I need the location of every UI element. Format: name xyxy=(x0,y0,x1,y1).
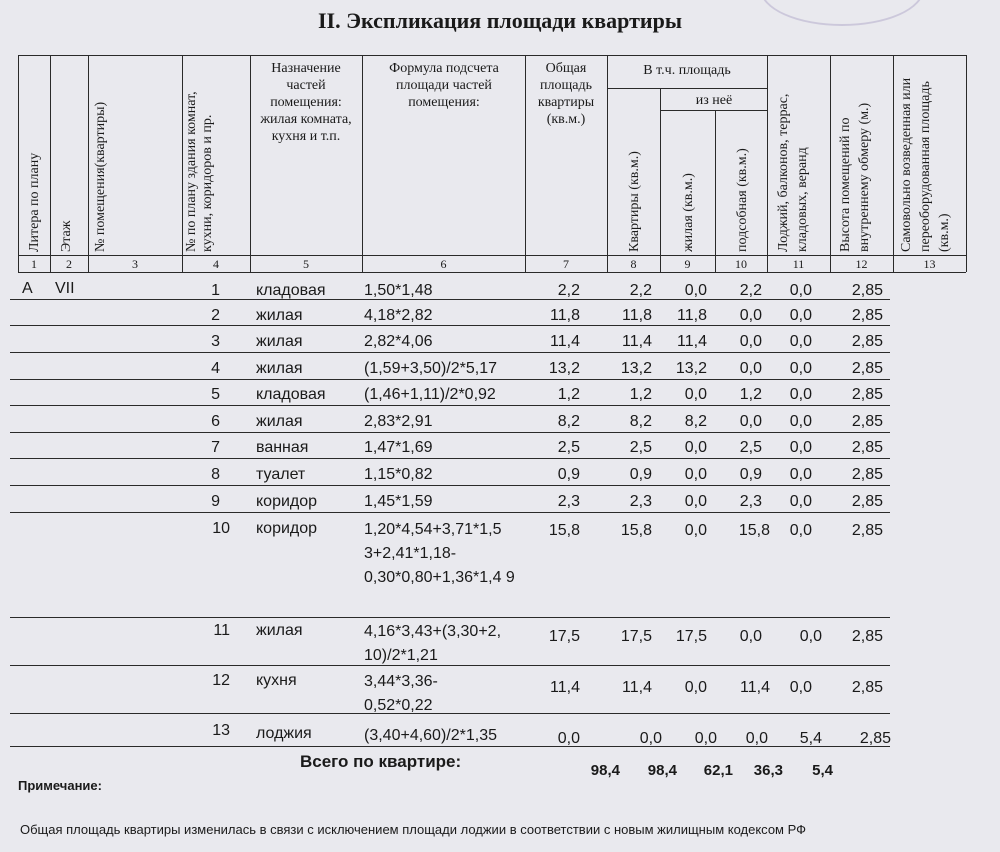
row-aux: 0,0 xyxy=(739,628,762,645)
row-purpose: жилая xyxy=(256,333,303,350)
row-number: 1 xyxy=(211,282,220,299)
row-separator xyxy=(10,405,890,406)
row-total: 0,0 xyxy=(557,730,580,747)
totals-total: 98,4 xyxy=(590,762,620,779)
row-formula: (1,46+1,11)/2*0,92 xyxy=(364,386,496,403)
header-apartment-area: Квартиры (кв.м.) xyxy=(627,151,642,252)
row-loggia: 0,0 xyxy=(789,413,812,430)
row-number: 11 xyxy=(213,622,230,639)
row-aux: 0,0 xyxy=(739,413,762,430)
row-number: 3 xyxy=(211,333,220,350)
row-total: 2,5 xyxy=(557,439,580,456)
row-separator xyxy=(10,512,890,513)
row-living: 0,0 xyxy=(684,386,707,403)
col-number: 1 xyxy=(31,257,37,271)
row-loggia: 5,4 xyxy=(799,730,822,747)
row-aux: 0,0 xyxy=(745,730,768,747)
row-living: 0,0 xyxy=(694,730,717,747)
subgroup-divider xyxy=(660,110,767,111)
row-living: 13,2 xyxy=(675,360,707,377)
row-separator xyxy=(10,458,890,459)
row-apartment: 1,2 xyxy=(629,386,652,403)
row-apartment: 8,2 xyxy=(629,413,652,430)
row-formula: 1,45*1,59 xyxy=(364,493,433,510)
row-height: 2,85 xyxy=(851,522,883,539)
row-separator xyxy=(10,379,890,380)
row-living: 11,8 xyxy=(677,307,707,324)
row-total: 1,2 xyxy=(557,386,580,403)
row-number: 13 xyxy=(212,722,230,739)
row-purpose: коридор xyxy=(256,493,318,510)
row-apartment: 11,4 xyxy=(622,333,652,350)
document-title: II. Экспликация площади квартиры xyxy=(317,8,683,33)
note-label: Примечание: xyxy=(18,778,102,793)
header-aux-area: подсобная (кв.м.) xyxy=(735,148,750,252)
col-number: 8 xyxy=(630,257,637,271)
row-formula: 1,20*4,54+3,71*1,5 3+2,41*1,18- 0,30*0,80+1,36*1,4 9 xyxy=(364,521,515,586)
row-number: 10 xyxy=(212,520,230,537)
row-aux: 0,0 xyxy=(739,307,762,324)
row-formula: 4,18*2,82 xyxy=(364,307,433,324)
row-height: 2,85 xyxy=(859,730,891,747)
row-loggia: 0,0 xyxy=(789,522,812,539)
row-number: 2 xyxy=(211,307,220,324)
row-living: 8,2 xyxy=(684,413,707,430)
header-height: Высота помещений по внутреннему обмеру (м.) xyxy=(838,102,872,252)
header-unauthorized-area: Самовольно возведенная или переоборудованная площадь (кв.м.) xyxy=(899,77,952,252)
row-formula: (3,40+4,60)/2*1,35 xyxy=(364,727,497,744)
totals-aux: 36,3 xyxy=(753,762,783,779)
row-formula: 4,16*3,43+(3,30+2, 10)/2*1,21 xyxy=(364,623,502,664)
row-number: 9 xyxy=(211,493,220,510)
row-total: 13,2 xyxy=(548,360,580,377)
header-total-area: Общая площадь квартиры (кв.м.) xyxy=(537,61,595,127)
col-border xyxy=(767,55,768,272)
col-border xyxy=(893,55,894,272)
header-bottom-border xyxy=(18,255,966,256)
col-number: 6 xyxy=(440,257,447,271)
col-border xyxy=(607,55,608,272)
row-height: 2,85 xyxy=(851,628,883,645)
col-number: 12 xyxy=(855,257,868,271)
row-formula: 2,82*4,06 xyxy=(364,333,433,350)
row-aux: 0,9 xyxy=(739,466,762,483)
col-border xyxy=(88,55,89,272)
header-plan-number: № по плану здания комнат, кухни, коридоров и пр. xyxy=(184,91,215,252)
row-height: 2,85 xyxy=(851,360,883,377)
table-top-border xyxy=(18,55,966,56)
row-aux: 11,4 xyxy=(740,679,770,696)
col-border xyxy=(50,55,51,272)
row-aux: 1,2 xyxy=(739,386,762,403)
col-number: 10 xyxy=(735,257,747,271)
row-number: 12 xyxy=(212,672,230,689)
row-aux: 15,8 xyxy=(738,522,770,539)
col-border xyxy=(182,55,183,272)
row-living: 0,0 xyxy=(684,282,707,299)
header-room-number: № помещения(квартиры) xyxy=(93,101,108,252)
row-loggia: 0,0 xyxy=(789,333,812,350)
row-loggia: 0,0 xyxy=(789,466,812,483)
row-apartment: 17,5 xyxy=(620,628,652,645)
header-incl-area: В т.ч. площадь xyxy=(643,63,731,78)
row-formula: 1,50*1,48 xyxy=(364,282,433,299)
row-loggia: 0,0 xyxy=(789,493,812,510)
totals-living: 62,1 xyxy=(703,762,733,779)
row-apartment: 2,3 xyxy=(629,493,652,510)
row-formula: 1,47*1,69 xyxy=(364,439,433,456)
group-divider xyxy=(607,88,767,89)
header-living-area: жилая (кв.м.) xyxy=(681,173,696,252)
row-purpose: жилая xyxy=(256,413,303,430)
row-total: 11,8 xyxy=(550,307,580,324)
row-height: 2,85 xyxy=(851,333,883,350)
row-total: 2,3 xyxy=(557,493,580,510)
row-total: 2,2 xyxy=(557,282,580,299)
row-living: 0,0 xyxy=(684,439,707,456)
row-purpose: лоджия xyxy=(256,725,312,742)
row-total: 15,8 xyxy=(548,522,580,539)
col-number: 11 xyxy=(792,257,805,271)
header-litera: Литера по плану xyxy=(27,152,42,252)
row-apartment: 11,8 xyxy=(622,307,652,324)
col-numbers-border xyxy=(18,272,966,273)
row-apartment: 2,5 xyxy=(629,439,652,456)
row-height: 2,85 xyxy=(851,413,883,430)
row-total: 17,5 xyxy=(548,628,580,645)
header-formula: Формула подсчета площади частей помещения: xyxy=(389,61,499,110)
floor-value: VII xyxy=(55,280,75,297)
row-number: 6 xyxy=(211,413,220,430)
header-loggias: Лоджий, балконов, террас, кладовых, веранд xyxy=(776,93,810,252)
row-separator xyxy=(10,432,890,433)
row-separator xyxy=(10,485,890,486)
row-height: 2,85 xyxy=(851,439,883,456)
col-number: 7 xyxy=(563,257,569,271)
row-total: 11,4 xyxy=(550,333,580,350)
row-living: 0,0 xyxy=(684,466,707,483)
row-number: 4 xyxy=(211,360,220,377)
col-border xyxy=(715,110,716,272)
row-purpose: туалет xyxy=(256,466,306,483)
header-of-which: из неё xyxy=(695,93,733,108)
row-total: 0,9 xyxy=(557,466,580,483)
row-loggia: 0,0 xyxy=(789,360,812,377)
row-purpose: жилая xyxy=(256,622,303,639)
row-formula: 1,15*0,82 xyxy=(364,466,433,483)
row-total: 8,2 xyxy=(557,413,580,430)
row-purpose: коридор xyxy=(256,520,318,537)
col-border xyxy=(525,55,526,272)
row-loggia: 0,0 xyxy=(789,282,812,299)
row-formula: 3,44*3,36- 0,52*0,22 xyxy=(364,673,438,714)
row-purpose: жилая xyxy=(256,307,303,324)
row-aux: 0,0 xyxy=(739,333,762,350)
col-number: 5 xyxy=(303,257,309,271)
row-living: 0,0 xyxy=(684,679,707,696)
row-number: 5 xyxy=(211,386,220,403)
row-total: 11,4 xyxy=(550,679,580,696)
note-text: Общая площадь квартиры изменилась в связи с исключением площади лоджии в соответствии с новым жилищным кодексом РФ xyxy=(20,822,807,837)
row-purpose: ванная xyxy=(256,439,309,456)
col-number: 13 xyxy=(923,257,936,271)
row-formula: 2,83*2,91 xyxy=(364,413,433,430)
row-apartment: 2,2 xyxy=(629,282,652,299)
row-apartment: 15,8 xyxy=(620,522,652,539)
header-floor: Этаж xyxy=(59,220,74,252)
col-border xyxy=(830,55,831,272)
col-number: 2 xyxy=(66,257,72,271)
row-purpose: кладовая xyxy=(256,282,326,299)
row-number: 7 xyxy=(211,439,220,456)
header-purpose: Назначение частей помещения: жилая комната, кухня и т.п. xyxy=(260,61,352,144)
col-border xyxy=(250,55,251,272)
row-aux: 2,2 xyxy=(739,282,762,299)
row-height: 2,85 xyxy=(851,282,883,299)
row-apartment: 0,0 xyxy=(639,730,662,747)
row-loggia: 0,0 xyxy=(789,386,812,403)
row-apartment: 0,9 xyxy=(629,466,652,483)
row-purpose: жилая xyxy=(256,360,303,377)
row-aux: 0,0 xyxy=(739,360,762,377)
row-purpose: кухня xyxy=(256,672,297,689)
row-height: 2,85 xyxy=(851,493,883,510)
col-number: 3 xyxy=(132,257,138,271)
row-aux: 2,5 xyxy=(739,439,762,456)
totals-apartment: 98,4 xyxy=(647,762,677,779)
row-apartment: 11,4 xyxy=(622,679,652,696)
row-height: 2,85 xyxy=(851,307,883,324)
col-border xyxy=(18,55,19,272)
row-living: 17,5 xyxy=(675,628,707,645)
row-separator xyxy=(10,617,890,618)
row-apartment: 13,2 xyxy=(620,360,652,377)
totals-label: Всего по квартире: xyxy=(300,752,462,771)
row-living: 0,0 xyxy=(684,493,707,510)
col-number: 4 xyxy=(213,257,219,271)
litera-value: А xyxy=(22,280,33,297)
col-number: 9 xyxy=(684,257,691,271)
row-height: 2,85 xyxy=(851,679,883,696)
row-living: 11,4 xyxy=(677,333,707,350)
row-loggia: 0,0 xyxy=(789,439,812,456)
col-border xyxy=(660,88,661,272)
row-loggia: 0,0 xyxy=(799,628,822,645)
row-loggia: 0,0 xyxy=(789,307,812,324)
totals-loggia: 5,4 xyxy=(812,762,833,779)
row-number: 8 xyxy=(211,466,220,483)
row-loggia: 0,0 xyxy=(789,679,812,696)
row-formula: (1,59+3,50)/2*5,17 xyxy=(364,360,497,377)
row-separator xyxy=(10,352,890,353)
row-living: 0,0 xyxy=(684,522,707,539)
row-height: 2,85 xyxy=(851,466,883,483)
row-aux: 2,3 xyxy=(739,493,762,510)
col-border xyxy=(966,55,967,272)
row-height: 2,85 xyxy=(851,386,883,403)
row-purpose: кладовая xyxy=(256,386,326,403)
col-border xyxy=(362,55,363,272)
